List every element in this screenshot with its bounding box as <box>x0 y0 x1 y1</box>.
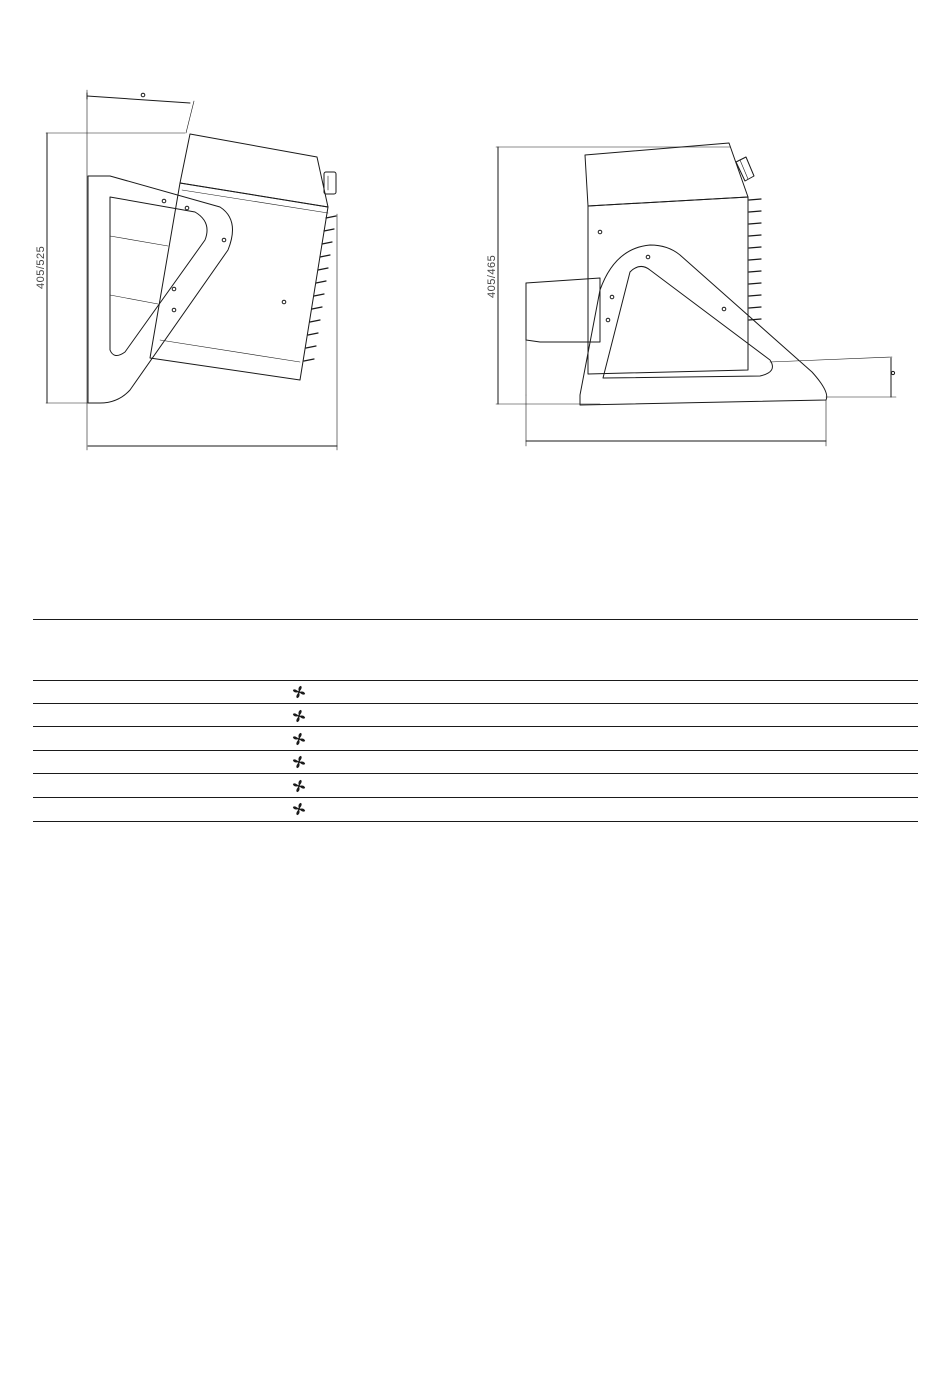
left-side-view <box>46 90 337 450</box>
table-row-rule <box>33 750 918 751</box>
fan-icon <box>292 802 306 816</box>
fan-icon <box>292 732 306 746</box>
technical-drawings <box>0 0 950 600</box>
table-row-rule <box>33 773 918 774</box>
fan-icon <box>292 709 306 723</box>
table-top-rule <box>33 619 918 620</box>
right-height-label: 405/465 <box>486 254 498 298</box>
table-row-rule <box>33 797 918 798</box>
right-side-view <box>496 143 896 446</box>
table-row-rule <box>33 703 918 704</box>
table-bottom-rule <box>33 821 918 822</box>
fan-icon <box>292 779 306 793</box>
left-height-label: 405/525 <box>35 245 47 289</box>
table-header-rule <box>33 680 918 681</box>
fan-icon <box>292 685 306 699</box>
fan-icon <box>292 755 306 769</box>
table-row-rule <box>33 726 918 727</box>
